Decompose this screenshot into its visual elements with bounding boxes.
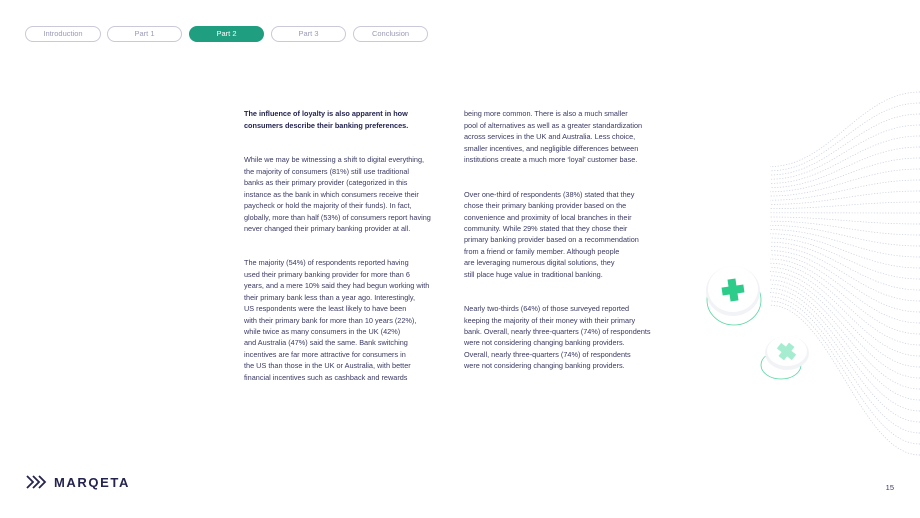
flow-line	[770, 221, 920, 235]
flow-line	[770, 259, 920, 334]
paragraph: Nearly two-thirds (64%) of those surveyed reported keeping the majority of their money with their primary bank. Overall, nearly three-quarters (74%) of respondents were not considering changing banking providers. Overall, nearly three-quarters (74%) of respondents were not considering changing banking providers.	[464, 304, 651, 371]
tab-introduction[interactable]: Introduction	[25, 26, 101, 42]
marqeta-logo	[26, 474, 130, 490]
flow-line	[770, 230, 920, 257]
decorative-flow-lines	[770, 88, 920, 468]
logo-wordmark: MARQETA	[54, 474, 130, 490]
marqeta-logo-icon	[26, 475, 48, 489]
paragraph: Over one-third of respondents (38%) stated that they chose their primary banking provider based on the convenience and proximity of local branches in their community. While 29% stated that they chose their primary banking provider based on a recommendation from a friend or family member. Although people are leveraging numerous digital solutions, they still place huge value in traditional banking.	[464, 189, 639, 279]
flow-line	[770, 251, 920, 312]
flow-line	[770, 246, 920, 301]
flow-line	[770, 125, 920, 179]
tab-part-2[interactable]: Part 2	[189, 26, 264, 42]
flow-line	[770, 202, 920, 209]
paragraph: While we may be witnessing a shift to digital everything, the majority of consumers (81%) still use traditional banks as their primary provider (categorized in this instance as the bank in which consumers receive their paycheck or hold the majority of their funds). In fact, globally, more than half (53%) of consumers report having never changed their primary banking provider at all.	[244, 155, 431, 233]
text-column-right	[464, 97, 679, 395]
flow-line	[770, 103, 920, 171]
flow-line	[770, 217, 920, 224]
page-number: 15	[885, 483, 894, 492]
paragraph: The majority (54%) of respondents reported having used their primary banking provider for more than 6 years, and a mere 10% said they had begun working with their primary bank less than a year ago. Interestingly, US respondents were the least likely to have been with their primary bank for more than 10 years (22%), while twice as many consumers in the UK (42%) and Australia (47%) said the same. Bank switching incentives are far more attractive for consumers in the US than those in the UK or Australia, with better financial incentives such as cashback and rewards	[244, 258, 430, 382]
flow-line	[770, 147, 920, 188]
flow-line	[770, 114, 920, 175]
plus-coin-icon	[759, 325, 813, 381]
flow-line	[770, 158, 920, 192]
flow-line	[770, 238, 920, 279]
paragraph: being more common. There is also a much smaller pool of alternatives as well as a greater standardization across services in the UK and Australia. Less choice, smaller incentives, and negligible differences between institutions create a much more ‘loyal’ customer base.	[464, 109, 643, 165]
tab-part-3[interactable]: Part 3	[271, 26, 346, 42]
tab-part-1[interactable]: Part 1	[107, 26, 182, 42]
section-lead: The influence of loyalty is also apparent in how consumers describe their banking preferences.	[244, 109, 409, 130]
text-column-left	[244, 97, 459, 406]
plus-coin-icon	[698, 258, 770, 330]
flow-line	[770, 92, 920, 167]
tab-conclusion[interactable]: Conclusion	[353, 26, 428, 42]
